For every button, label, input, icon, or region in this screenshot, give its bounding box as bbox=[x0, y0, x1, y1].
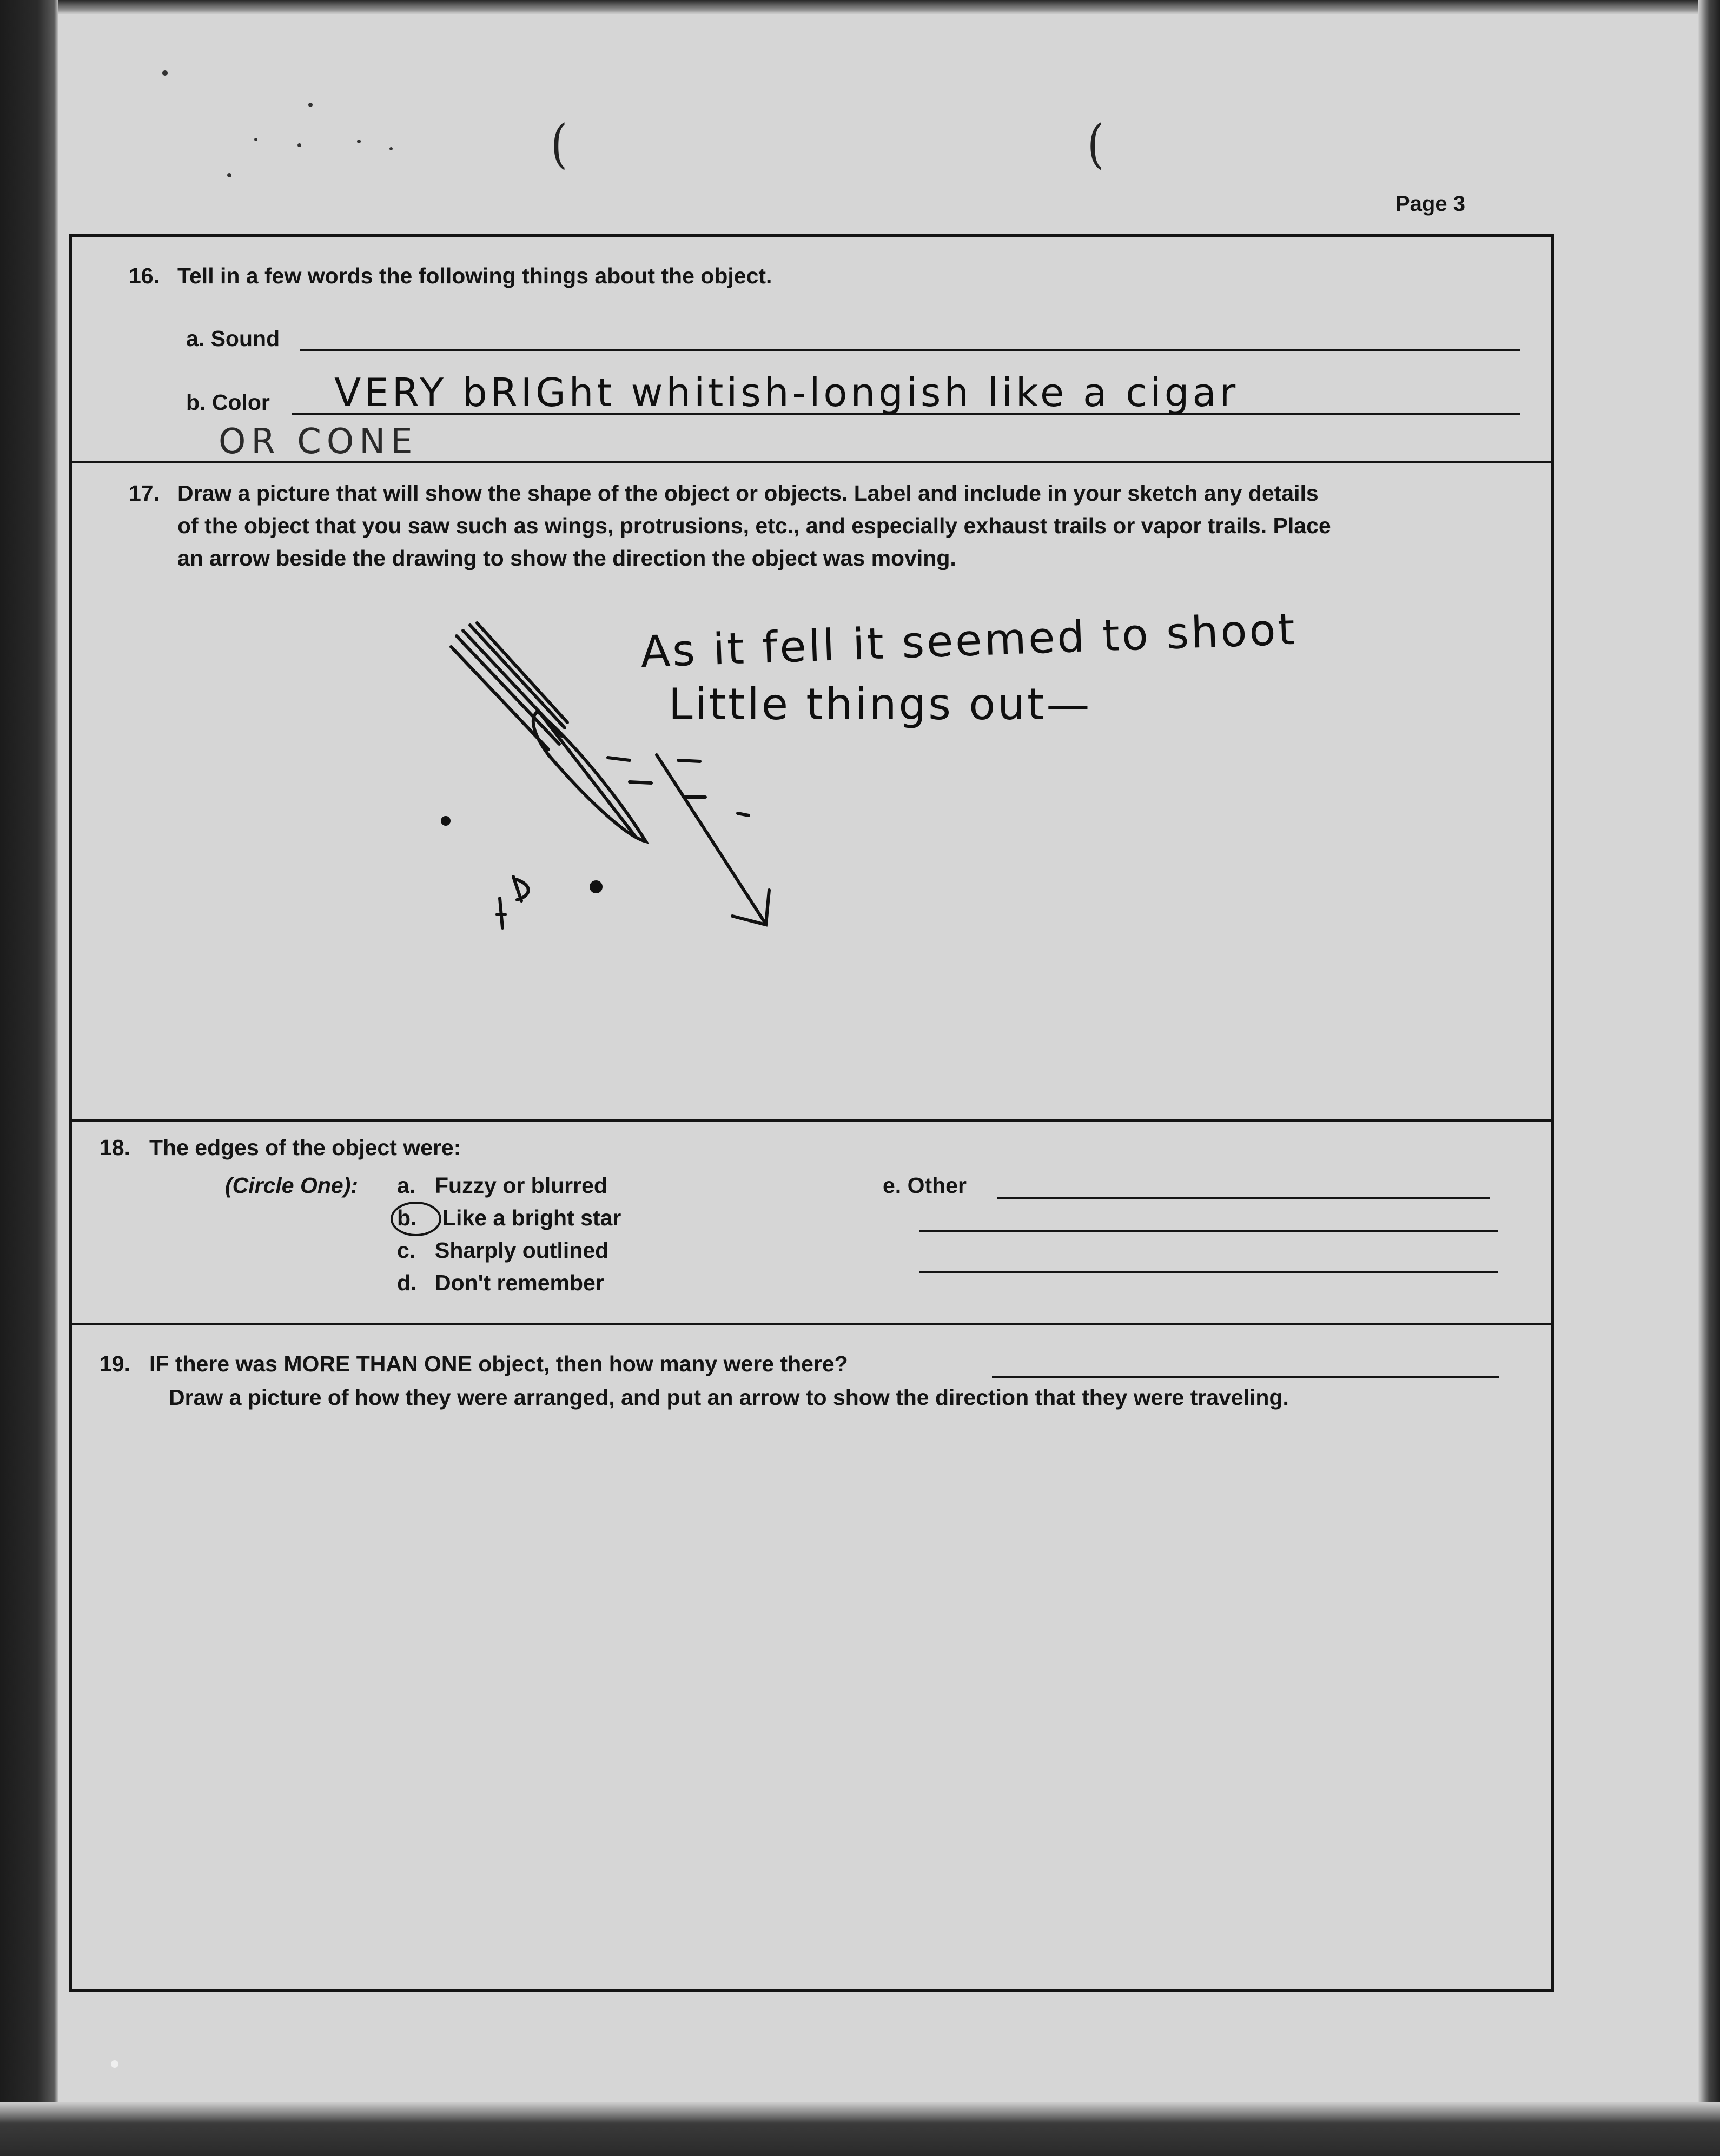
question-text-line-1: Draw a picture that will show the shape of the object or objects. Label and include in your sketch any details bbox=[177, 481, 1319, 506]
question-number: 18. bbox=[100, 1135, 130, 1160]
sound-field[interactable] bbox=[300, 349, 1520, 351]
question-16-prompt bbox=[129, 261, 772, 291]
circle-one-instruction: (Circle One): bbox=[225, 1173, 359, 1198]
option-d[interactable] bbox=[397, 1268, 604, 1298]
object-body-center bbox=[543, 717, 635, 836]
question-17-prompt-line-3: an arrow beside the drawing to show the direction the object was moving. bbox=[177, 546, 956, 570]
scan-speck bbox=[357, 140, 361, 143]
option-text: Sharply outlined bbox=[435, 1238, 609, 1263]
scan-border-top bbox=[0, 0, 1720, 14]
option-text: Like a bright star bbox=[442, 1205, 621, 1230]
question-19-prompt-line-2: Draw a picture of how they were arranged, and put an arrow to show the direction that they were traveling. bbox=[169, 1385, 1289, 1410]
option-c[interactable] bbox=[397, 1235, 608, 1265]
scan-speck bbox=[389, 147, 393, 150]
question-number: 16. bbox=[129, 263, 160, 288]
debris-dot bbox=[591, 882, 601, 892]
debris-mark bbox=[738, 813, 749, 815]
option-a[interactable] bbox=[397, 1170, 607, 1200]
questionnaire-form bbox=[69, 234, 1554, 1992]
option-text: Fuzzy or blurred bbox=[435, 1173, 607, 1198]
color-label: b. Color bbox=[186, 390, 270, 415]
question-18-section bbox=[72, 1122, 1551, 1325]
trail-line bbox=[451, 647, 548, 749]
direction-arrow-shaft bbox=[657, 755, 765, 923]
trail-line bbox=[470, 625, 565, 728]
option-letter: a. bbox=[397, 1173, 416, 1198]
question-17-prompt-line-2: of the object that you saw such as wings, protrusions, etc., and especially exhaust trails or vapor trails. Place bbox=[177, 513, 1331, 538]
sound-label: a. Sound bbox=[186, 326, 280, 351]
question-number: 17. bbox=[129, 481, 160, 506]
scan-border-bottom bbox=[0, 2102, 1720, 2156]
scan-speck bbox=[308, 103, 313, 107]
question-16-section bbox=[72, 237, 1551, 463]
binding-mark: ( bbox=[551, 114, 568, 175]
scan-speck bbox=[227, 173, 231, 177]
question-text-line-1: IF there was MORE THAN ONE object, then how many were there? bbox=[149, 1351, 848, 1376]
question-19-section bbox=[72, 1325, 1551, 1989]
scan-speck bbox=[111, 2060, 118, 2068]
other-field-line-3[interactable] bbox=[919, 1271, 1498, 1273]
option-b[interactable] bbox=[397, 1203, 621, 1233]
color-value-line-2: OR CONE bbox=[219, 422, 418, 462]
scan-speck bbox=[162, 70, 168, 76]
scan-border-right bbox=[1698, 0, 1720, 2156]
question-number: 19. bbox=[100, 1351, 130, 1376]
scan-speck bbox=[297, 143, 301, 147]
debris-mark bbox=[630, 782, 651, 783]
other-field-line-2[interactable] bbox=[919, 1230, 1498, 1232]
debris-dot bbox=[442, 818, 449, 824]
sketch-note-line-2: Little things out— bbox=[669, 679, 1092, 729]
scan-speck bbox=[254, 138, 257, 141]
debris-mark bbox=[608, 758, 630, 760]
question-text: Tell in a few words the following things about the object. bbox=[177, 263, 772, 288]
page-number: Page 3 bbox=[1395, 192, 1465, 216]
object-count-field[interactable] bbox=[992, 1376, 1499, 1378]
question-18-prompt bbox=[100, 1132, 461, 1163]
debris-mark bbox=[678, 760, 700, 761]
option-letter: c. bbox=[397, 1238, 416, 1263]
object-sketch-icon bbox=[72, 463, 1533, 1112]
other-field-line-1[interactable] bbox=[997, 1197, 1490, 1199]
question-text: The edges of the object were: bbox=[149, 1135, 461, 1160]
sketch-note-line-1: As it fell it seemed to shoot bbox=[639, 603, 1298, 678]
question-17-section bbox=[72, 463, 1551, 1122]
option-e-other-label: e. Other bbox=[883, 1173, 967, 1198]
color-value-line-1: VERY bRIGht whitish-longish like a cigar bbox=[334, 370, 1239, 415]
option-text: Don't remember bbox=[435, 1270, 604, 1295]
option-letter: b. bbox=[397, 1205, 417, 1230]
object-sketch-drawing bbox=[442, 623, 769, 928]
binding-mark: ( bbox=[1087, 114, 1104, 175]
trail-line bbox=[457, 636, 559, 744]
option-letter: d. bbox=[397, 1270, 417, 1295]
arrangement-drawing-area[interactable] bbox=[83, 1428, 1538, 1979]
scan-border-left bbox=[0, 0, 58, 2156]
question-19-prompt bbox=[100, 1349, 848, 1379]
